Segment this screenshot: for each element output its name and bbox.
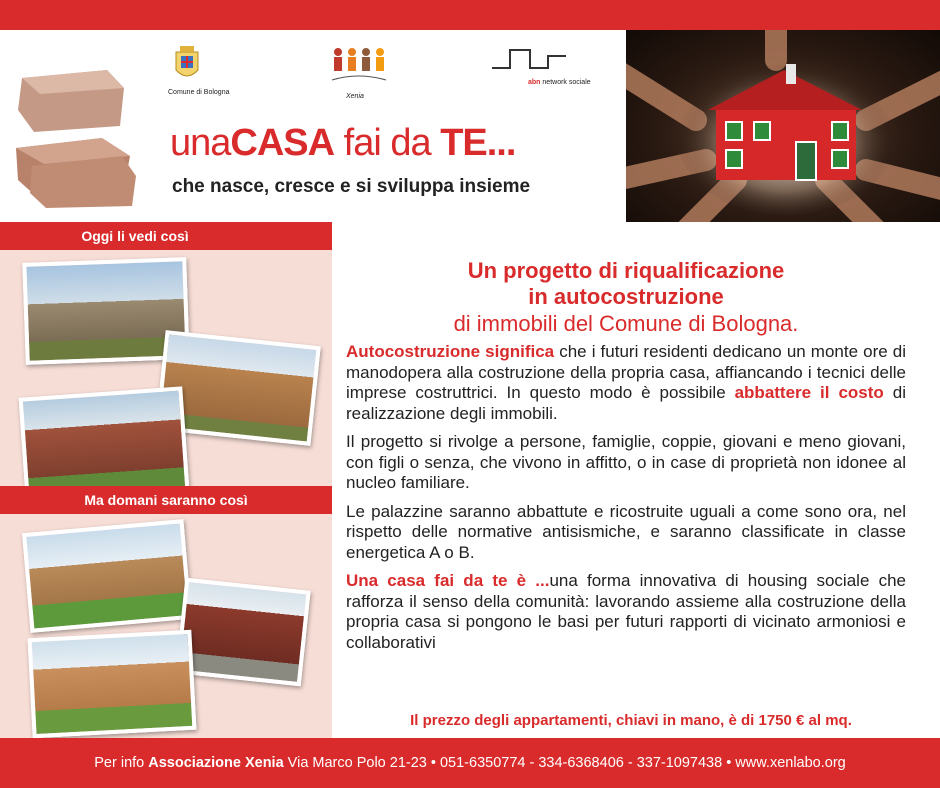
bricks-image xyxy=(12,48,142,208)
paragraph-target: Il progetto si rivolge a persone, famiglie, coppie, giovani e meno giovani, con figli o senza, che vivono in affitto, o in case di proprietà non idonee al nucleo familiare. xyxy=(346,432,906,492)
price-notice: Il prezzo degli appartamenti, chiavi in mano, è di 1750 € al mq. xyxy=(410,712,852,729)
main-content xyxy=(346,258,906,661)
render-building-photo-3 xyxy=(27,630,196,738)
heading-line-1: Un progetto di riqualificazione xyxy=(467,258,785,283)
paragraph-casa-fai-da-te: Una casa fai da te è ...una forma innovativa di housing sociale che rafforza il senso della comunità: lavorando assieme alla costruzione della propria casa si pongono le basi per futuri rapporti di vicinato armoniosi e collaborativi xyxy=(346,571,906,652)
main-title: unaCASA fai da TE... xyxy=(170,122,516,164)
paragraph-palazzine: Le palazzine saranno abbattute e ricostruite uguali a come sono ora, nel rispetto delle normative antisismiche, e saranno classificate in classe energetica A o B. xyxy=(346,501,906,562)
xenia-logo: Xenia xyxy=(328,44,394,104)
paragraph-autocostruzione: Autocostruzione significa che i futuri residenti dedicano un monte ore di manodopera alla costruzione della propria casa, affiancando i tecnici delle imprese costruttrici. In questo modo è possibile abbattere il costo di realizzazione degli immobili. xyxy=(346,342,906,423)
heading-line-2: in autocostruzione xyxy=(528,284,724,309)
old-building-photo-3 xyxy=(19,386,190,501)
top-bar xyxy=(0,0,940,30)
band-today: Oggi li vedi così xyxy=(0,222,270,250)
comune-bologna-logo: Comune di Bologna xyxy=(168,44,238,104)
footer-contact: Per info Associazione Xenia Via Marco Polo 21-23 • 051-6350774 - 334-6368406 - 337-1097438 • www.xenlabo.org xyxy=(0,738,940,788)
band-tomorrow: Ma domani saranno così xyxy=(0,486,332,514)
hero-house-hands-image xyxy=(626,30,940,222)
left-photo-panel xyxy=(0,222,332,738)
render-building-photo-1 xyxy=(22,519,192,633)
abn-logo: abn network sociale xyxy=(490,44,602,94)
subtitle: che nasce, cresce e si sviluppa insieme xyxy=(172,176,531,197)
render-building-photo-2 xyxy=(175,578,310,687)
heading-line-3: di immobili del Comune di Bologna. xyxy=(453,311,799,336)
